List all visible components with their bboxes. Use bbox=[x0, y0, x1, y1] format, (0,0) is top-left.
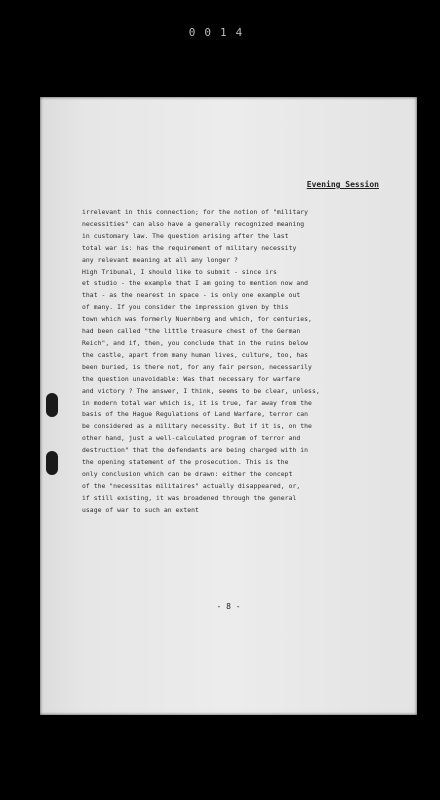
text-line: destruction" that the defendants are being charged with in bbox=[82, 446, 309, 455]
text-line: in modern total war which is, it is true, far away from the bbox=[82, 398, 312, 407]
text-line: of the "necessitas militaires" actually disappeared, or, bbox=[82, 481, 301, 490]
text-line: had been called "the little treasure chest of the German bbox=[82, 327, 301, 336]
text-line: of many. If you consider the impression given by this bbox=[82, 303, 289, 312]
text-line: been buried, is there not, for any fair person, necessarily bbox=[82, 362, 312, 371]
session-header: Evening Session bbox=[306, 180, 379, 189]
text-line: irrelevant in this connection; for the notion of "military bbox=[82, 208, 309, 216]
text-line: and victory ? The answer, I think, seems to be clear, unless, bbox=[82, 386, 320, 395]
text-line: usage of war to such an extent bbox=[82, 505, 199, 514]
text-line: that - as the nearest in space - is only one example out bbox=[82, 291, 301, 300]
text-line: Reich", and if, then, you conclude that in the ruins below bbox=[82, 338, 309, 347]
text-line: the question unavoidable: Was that necessary for warfare bbox=[82, 374, 301, 383]
text-line: be considered as a military necessity. But if it is, on the bbox=[82, 422, 312, 431]
text-line: necessities" can also have a generally recognized meaning bbox=[82, 219, 305, 228]
text-line: the castle, apart from many human lives, culture, too, has bbox=[82, 350, 309, 359]
text-line: only conclusion which can be drawn: either the concept bbox=[82, 469, 293, 478]
text-line: in customary law. The question arising after the last bbox=[82, 231, 289, 240]
text-line: et studio - the example that I am going to mention now and bbox=[82, 279, 309, 288]
punch-hole-top bbox=[46, 393, 58, 417]
text-line: High Tribunal, I should like to submit - since irs bbox=[82, 267, 277, 276]
page-number: - 8 - bbox=[216, 602, 241, 611]
text-line: the opening statement of the prosecution. This is the bbox=[82, 458, 289, 467]
text-line: any relevant meaning at all any longer ? bbox=[82, 255, 238, 264]
text-line: town which was formerly Nuernberg and which, for centuries, bbox=[82, 315, 312, 324]
text-line: total war is: has the requirement of military necessity bbox=[82, 243, 297, 252]
punch-hole-bottom bbox=[46, 451, 58, 475]
document-page bbox=[40, 97, 417, 715]
typed-body-text bbox=[82, 207, 398, 517]
text-line: other hand, just a well-calculated program of terror and bbox=[82, 434, 301, 443]
microfilm-frame-number: 0014 bbox=[188, 26, 252, 39]
text-line: basis of the Hague Regulations of Land Warfare, terror can bbox=[82, 410, 309, 419]
text-line: if still existing, it was broadened through the general bbox=[82, 493, 297, 502]
